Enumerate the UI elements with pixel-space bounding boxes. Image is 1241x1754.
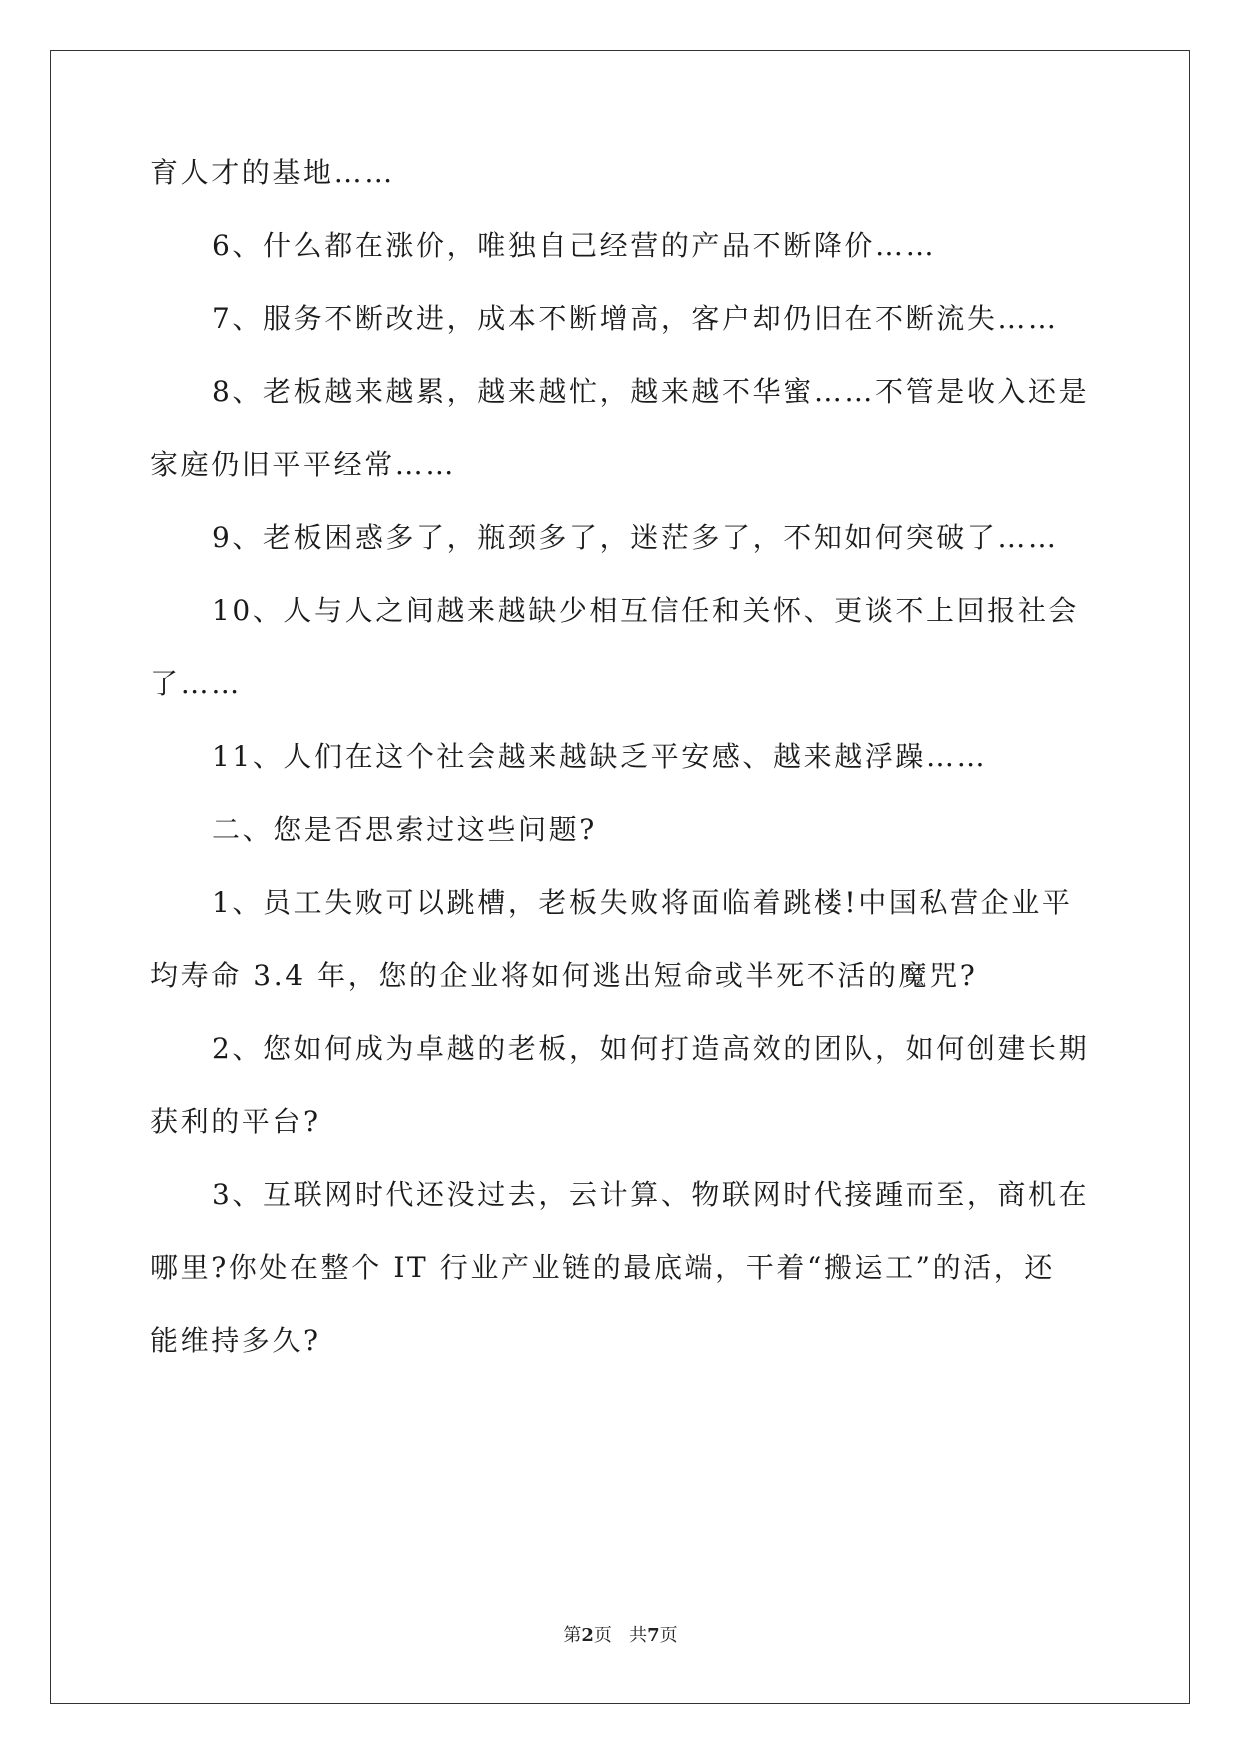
paragraph-line: 获利的平台? — [150, 1105, 321, 1138]
paragraph-line: 10、人与人之间越来越缺少相互信任和关怀、更谈不上回报社会 — [212, 594, 1080, 627]
paragraph-line: 能维持多久? — [150, 1324, 321, 1357]
paragraph-line: 6、什么都在涨价，唯独自己经营的产品不断降价…… — [212, 229, 937, 262]
paragraph-line: 8、老板越来越累，越来越忙，越来越不华蜜……不管是收入还是 — [212, 375, 1090, 408]
paragraph-line: 2、您如何成为卓越的老板，如何打造高效的团队，如何创建长期 — [212, 1032, 1090, 1065]
paragraph-line: 均寿命 3.4 年，您的企业将如何逃出短命或半死不活的魔咒? — [150, 959, 978, 992]
paragraph-line: 9、老板困惑多了，瓶颈多了，迷茫多了，不知如何突破了…… — [212, 521, 1059, 554]
page-footer — [0, 1624, 1241, 1648]
footer-page-suffix: 页 共 — [593, 1625, 648, 1646]
footer-page-prefix: 第 — [563, 1625, 582, 1646]
paragraph-line: 了…… — [150, 667, 242, 700]
footer-total-pages: 7 — [647, 1625, 660, 1646]
section-heading: 二、您是否思索过这些问题? — [212, 813, 597, 846]
paragraph-line: 1、员工失败可以跳槽，老板失败将面临着跳楼!中国私营企业平 — [212, 886, 1073, 919]
paragraph-line: 11、人们在这个社会越来越缺乏平安感、越来越浮躁…… — [212, 740, 988, 773]
footer-page-number: 2 — [581, 1625, 594, 1646]
paragraph-line: 家庭仍旧平平经常…… — [150, 448, 457, 481]
page-border — [50, 50, 1190, 1704]
paragraph-line: 哪里?你处在整个 IT 行业产业链的最底端，干着“搬运工”的活，还 — [150, 1251, 1055, 1284]
paragraph-line: 7、服务不断改进，成本不断增高，客户却仍旧在不断流失…… — [212, 302, 1059, 335]
footer-total-suffix: 页 — [659, 1625, 678, 1646]
paragraph-line: 育人才的基地…… — [150, 156, 395, 189]
paragraph-line: 3、互联网时代还没过去，云计算、物联网时代接踵而至，商机在 — [212, 1178, 1090, 1211]
